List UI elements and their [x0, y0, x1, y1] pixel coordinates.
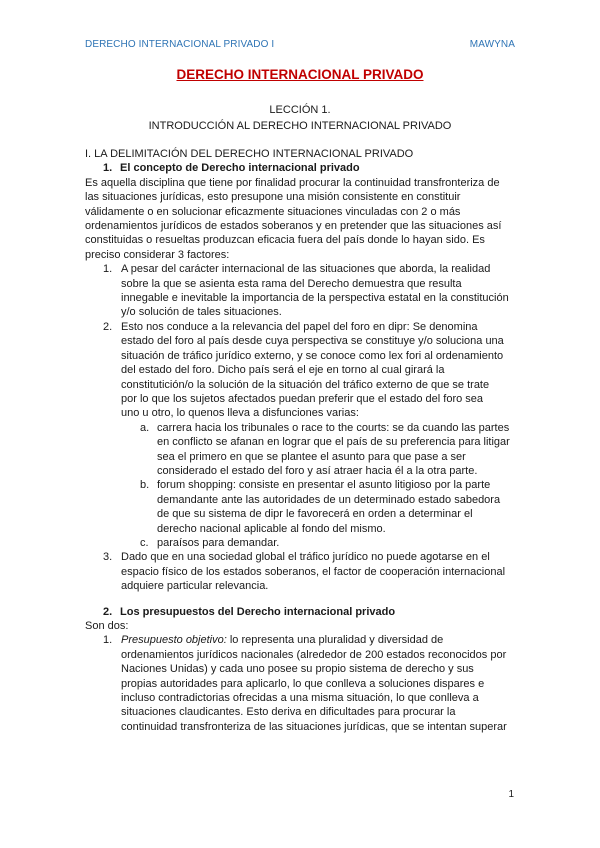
list-number: 2.	[103, 320, 113, 333]
document-title: DERECHO INTERNACIONAL PRIVADO	[176, 67, 424, 82]
sublist-letter: b.	[140, 479, 150, 492]
paragraph-line: constituidas o resueltas produzcan eficacia fuera del país donde lo hayan sido. Es	[85, 234, 485, 247]
list-line: y/o solución de tales situaciones.	[121, 306, 282, 319]
list-line: uno u otro, lo quenos lleva a disfunciones varias:	[121, 407, 359, 420]
list-line	[121, 633, 517, 647]
paragraph-line: válidamente o en solucionar eficazmente situaciones vinculadas con 2 o más	[85, 205, 461, 218]
list-line: situación de tráfico jurídico externo, y se conoce como lex fori al ordenamiento	[121, 349, 504, 362]
list-line: por lo que los sujetos afectados puedan preferir que el estado del foro sea	[121, 392, 484, 405]
list-line: innegable e inevitable la importancia de la perspectiva estatal en la constitución	[121, 292, 509, 305]
list-line: incluso contradictorias ofrecidas a una misma situación, lo que conlleva a	[121, 692, 479, 705]
list-line: demandante ante las autoridades de un determinado estado sabedora	[157, 493, 501, 506]
list-line: sea el primero en que se plantee el asunto para que pase a ser	[157, 450, 466, 463]
list-line: espacio físico de los estados soberanos, el factor de cooperación internacional	[121, 565, 506, 578]
paragraph-line: ordenamientos jurídicos de estados soberanos y en pretender que las situaciones así	[85, 220, 502, 233]
list-line: Esto nos conduce a la relevancia del papel del foro en dipr: Se denomina	[121, 320, 478, 333]
subsection-number: 1.	[103, 162, 113, 175]
italic-label: Presupuesto objetivo:	[121, 634, 227, 647]
list-line: ordenamientos jurídicos nacionales (alrededor de 200 estados reconocidos por	[121, 648, 507, 661]
list-number: 3.	[103, 551, 113, 564]
subsection-number: 2.	[103, 605, 113, 618]
header-author: MAWYNA	[469, 39, 515, 50]
header-course-title: DERECHO INTERNACIONAL PRIVADO I	[85, 39, 275, 50]
paragraph-line: las situaciones jurídicas, esto presupone una misión consistente en constituir	[85, 191, 461, 204]
list-line: del estado del foro. Dicho país será el eje en torno al cual girará la	[121, 364, 445, 377]
list-line: propias autoridades para aplicarlo, lo que conlleva a soluciones dispares e	[121, 677, 485, 690]
subsection-heading	[85, 605, 517, 619]
sublist-item	[85, 478, 517, 536]
list-line: constitutición/o la solución de la situación del tráfico externo de que se trate	[121, 378, 490, 391]
list-number: 1.	[103, 634, 113, 647]
list-item	[85, 262, 517, 320]
list-line-rest: lo representa una pluralidad y diversidad de	[226, 634, 444, 647]
list-line: derecho nacional aplicable al fondo del mismo.	[157, 522, 386, 535]
sublist-item	[85, 421, 517, 479]
paragraph-line: Es aquella disciplina que tiene por finalidad procurar la continuidad transfronteriza de	[85, 176, 500, 189]
list-number: 1.	[103, 263, 113, 276]
list-line: en conflicto se afanan en lograr que el país de su preferencia para litigar	[157, 436, 510, 449]
paragraph-line: preciso considerar 3 factores:	[85, 248, 230, 261]
list-line: paraísos para demandar.	[157, 536, 280, 549]
list-line: forum shopping: consiste en presentar el asunto litigioso por la parte	[157, 479, 491, 492]
list-line: de que su sistema de dipr le favorecerá en orden a determinar el	[157, 508, 473, 521]
spacer	[85, 594, 517, 605]
subsection-title: Los presupuestos del Derecho internacional privado	[120, 605, 396, 618]
sublist-letter: a.	[140, 421, 150, 434]
list-line: continuidad transfronteriza de las situaciones jurídicas, que se intentan superar	[121, 720, 507, 733]
page-header	[85, 39, 515, 53]
sublist-item	[85, 536, 517, 550]
subsection-title: El concepto de Derecho internacional privado	[120, 162, 360, 175]
list-line: Naciones Unidas) y cada uno posee su propio sistema de derecho y sus	[121, 663, 474, 676]
list-line: adquiere particular relevancia.	[121, 580, 269, 593]
document-body	[85, 147, 517, 734]
list-line: considerado el estado del foro y así atraer hacia él a la otra parte.	[157, 464, 478, 477]
sublist-letter: c.	[140, 536, 149, 549]
list-line: estado del foro al país desde cuya perspectiva se constituye y/o soluciona una	[121, 335, 504, 348]
list-line: carrera hacia los tribunales o race to the courts: se da cuando las partes	[157, 421, 510, 434]
list-item	[85, 320, 517, 421]
lesson-subtitle: INTRODUCCIÓN AL DERECHO INTERNACIONAL PRIVADO	[148, 120, 452, 132]
subsection-heading	[85, 161, 517, 175]
list-line: situaciones claudicantes. Esto deriva en dificultades para procurar la	[121, 706, 456, 719]
lesson-number: LECCIÓN 1.	[269, 104, 331, 116]
list-line: A pesar del carácter internacional de las situaciones que aborda, la realidad	[121, 263, 491, 276]
list-line: Dado que en una sociedad global el tráfico jurídico no puede agotarse en el	[121, 551, 490, 564]
section-heading: I. LA DELIMITACIÓN DEL DERECHO INTERNACIONAL PRIVADO	[85, 148, 414, 160]
list-item	[85, 633, 517, 734]
concept-paragraph	[85, 176, 517, 262]
list-line: sobre la que se asienta esta rama del Derecho demuestra que resulta	[121, 277, 462, 290]
list-item	[85, 550, 517, 593]
page-number: 1	[508, 789, 514, 800]
intro-text: Son dos:	[85, 620, 129, 632]
